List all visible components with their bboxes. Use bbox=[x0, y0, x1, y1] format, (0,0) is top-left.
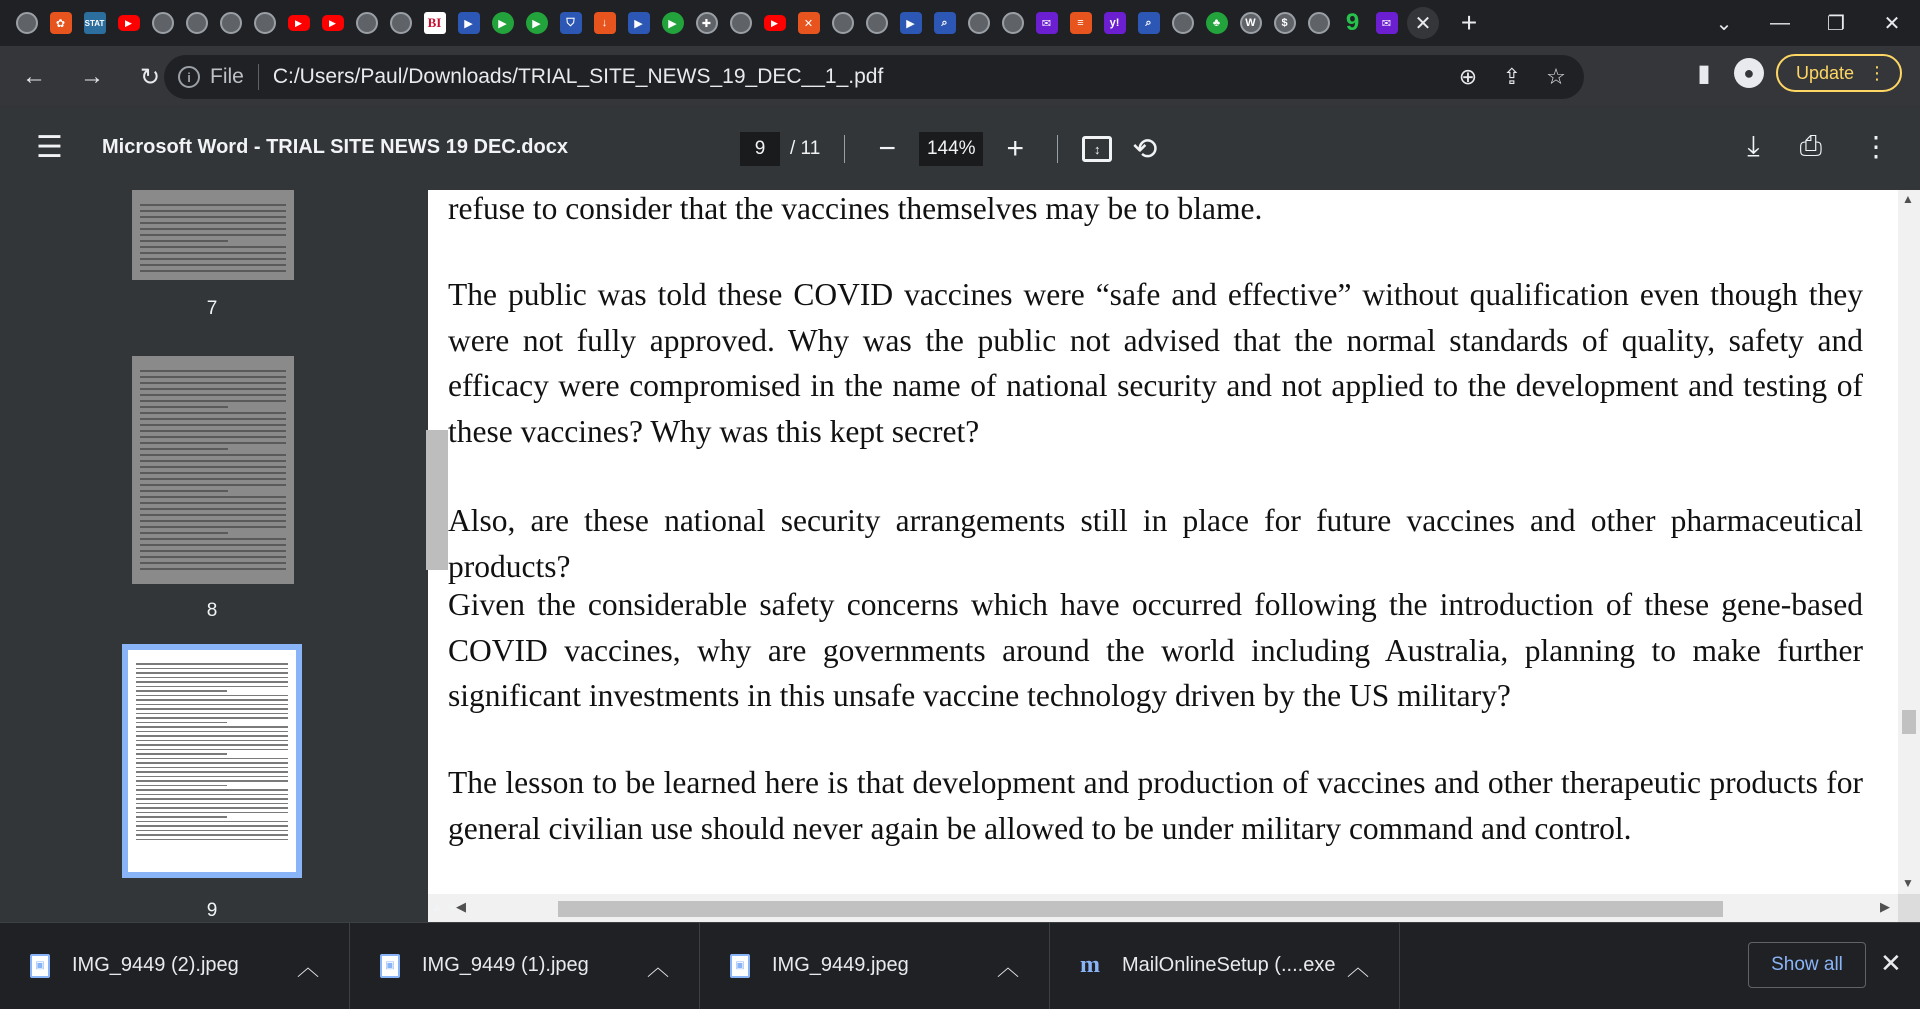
tab-strip bbox=[0, 0, 1920, 46]
forward-arrow-icon[interactable]: → bbox=[80, 63, 104, 90]
red-download-favicon[interactable] bbox=[590, 9, 619, 38]
thumbnail-text-line bbox=[140, 472, 286, 474]
stat-favicon[interactable] bbox=[80, 9, 109, 38]
profile-avatar-icon[interactable]: ● bbox=[1734, 58, 1764, 88]
green-play-icon: ▶ bbox=[662, 12, 684, 34]
search-icon: ⌕ bbox=[1138, 12, 1160, 34]
thumbnail-text-line bbox=[136, 735, 288, 737]
chevron-up-icon[interactable]: ︿ bbox=[996, 954, 1019, 980]
red-download-icon: ↓ bbox=[594, 12, 616, 34]
globe-favicon[interactable] bbox=[250, 9, 279, 38]
thumbnail-text-line bbox=[136, 713, 288, 715]
thumbnail-text-line bbox=[140, 556, 286, 558]
thumbnail-text-line bbox=[136, 780, 288, 782]
zoom-icon[interactable]: ⊕ bbox=[1458, 64, 1478, 89]
thumbnail-text-line bbox=[140, 418, 286, 420]
document-title: Microsoft Word - TRIAL SITE NEWS 19 DEC.docx bbox=[102, 136, 568, 158]
thumbnail-text-line bbox=[136, 834, 288, 836]
toolbar-right bbox=[1686, 54, 1902, 92]
paragraph: The lesson to be learned here is that development and production of vaccines and other therapeutic products for general civilian use should never again be allowed to be under military command and control. bbox=[448, 765, 1863, 846]
blue-play-favicon[interactable] bbox=[896, 9, 925, 38]
thumbnail-text-line bbox=[136, 731, 288, 733]
thumbnail-text-line bbox=[140, 448, 228, 450]
globe-favicon[interactable] bbox=[386, 9, 415, 38]
purple-mail-icon: ✉ bbox=[1036, 12, 1058, 34]
globe-icon bbox=[730, 12, 752, 34]
chevron-up-icon[interactable]: ︿ bbox=[646, 954, 669, 980]
thumbnail-text-line bbox=[136, 794, 288, 796]
purple-mail-icon: ✉ bbox=[1376, 12, 1398, 34]
thumbnail-text-line bbox=[136, 785, 227, 787]
page-thumbnail-7[interactable] bbox=[132, 190, 294, 280]
thumbnail-text-line bbox=[140, 210, 286, 212]
thumbnail-text-line bbox=[140, 538, 286, 540]
address-bar[interactable] bbox=[164, 55, 1584, 99]
download-item[interactable] bbox=[350, 923, 700, 1009]
thumbnail-text-line bbox=[140, 216, 286, 218]
tab-close-icon[interactable]: ✕ bbox=[1407, 7, 1439, 39]
address-bar-actions bbox=[1454, 55, 1570, 99]
youtube-icon: ▶ bbox=[764, 15, 786, 31]
thumbnail-text-line bbox=[136, 749, 288, 751]
pdf-page-zoom-controls bbox=[740, 128, 1157, 170]
thumbnail-text-line bbox=[140, 526, 286, 528]
thumbnail-text-line bbox=[136, 812, 288, 814]
share-icon[interactable]: ⇪ bbox=[1502, 64, 1522, 89]
page-thumbnail-9[interactable] bbox=[128, 650, 296, 872]
pdf-toolbar bbox=[0, 108, 1920, 190]
thumbnail-text-line bbox=[140, 568, 286, 570]
globe-icon bbox=[220, 12, 242, 34]
puzzle-icon: ✚ bbox=[696, 12, 718, 34]
thumbnail-text-line bbox=[140, 406, 228, 408]
page-thumbnail-8[interactable] bbox=[132, 356, 294, 584]
green-play-favicon[interactable] bbox=[488, 9, 517, 38]
thumbnail-text-line bbox=[136, 704, 288, 706]
blue-play-favicon[interactable] bbox=[454, 9, 483, 38]
thumbnail-text-line bbox=[140, 454, 286, 456]
url-scheme: File bbox=[210, 65, 244, 88]
vertical-scroll-thumb[interactable] bbox=[1902, 710, 1916, 734]
reload-icon[interactable]: ↻ bbox=[139, 63, 161, 91]
image-file-icon: ▣ bbox=[730, 954, 750, 978]
thumbnail-text-line bbox=[140, 240, 228, 242]
thumbnail-text-line bbox=[140, 514, 286, 516]
globe-favicon[interactable] bbox=[216, 9, 245, 38]
thumbnail-text-line bbox=[140, 234, 286, 236]
thumbnail-text-line bbox=[140, 412, 286, 414]
youtube-favicon[interactable] bbox=[318, 9, 347, 38]
shield-icon: ⛉ bbox=[560, 12, 582, 34]
pdf-page bbox=[428, 190, 1898, 894]
thumbnail-text-line bbox=[140, 520, 286, 522]
thumbnail-label: 7 bbox=[206, 298, 218, 319]
thumbnail-text-line bbox=[140, 508, 286, 510]
browser-toolbar bbox=[0, 46, 1920, 108]
thumbnail-text-line bbox=[140, 442, 286, 444]
g9-favicon[interactable] bbox=[1338, 9, 1367, 38]
vertical-scrollbar[interactable] bbox=[1898, 190, 1920, 894]
thumbnail-text-line bbox=[140, 204, 286, 206]
globe-favicon[interactable] bbox=[828, 9, 857, 38]
zoom-out-icon[interactable]: − bbox=[878, 132, 897, 165]
globe-icon bbox=[390, 12, 412, 34]
thumbnail-text-line bbox=[136, 699, 288, 701]
green-play-favicon[interactable] bbox=[522, 9, 551, 38]
scroll-up-arrow-icon[interactable]: ▲ bbox=[1902, 192, 1914, 206]
blue-play-favicon[interactable] bbox=[624, 9, 653, 38]
back-arrow-icon[interactable]: ← bbox=[22, 63, 46, 90]
thumbnail-text-line bbox=[136, 708, 288, 710]
thumbnail-text-line bbox=[136, 663, 288, 665]
thumbnail-text-line bbox=[140, 502, 286, 504]
thumbnail-text-line bbox=[140, 228, 286, 230]
toolbar-divider bbox=[1057, 135, 1058, 163]
youtube-icon: ▶ bbox=[118, 15, 140, 31]
globe-favicon[interactable] bbox=[352, 9, 381, 38]
globe-favicon[interactable] bbox=[182, 9, 211, 38]
thumbnail-text-line bbox=[136, 668, 288, 670]
download-item[interactable] bbox=[0, 923, 350, 1009]
search-favicon[interactable] bbox=[930, 9, 959, 38]
print-icon[interactable]: ⎙ bbox=[1799, 130, 1822, 161]
globe-favicon[interactable] bbox=[12, 9, 41, 38]
thumbnail-text-line bbox=[140, 370, 286, 372]
faded-favicon[interactable] bbox=[1270, 9, 1299, 38]
tree-favicon[interactable] bbox=[1202, 9, 1231, 38]
blue-play-icon: ▶ bbox=[900, 12, 922, 34]
puzzle-favicon[interactable] bbox=[692, 9, 721, 38]
thumbnail-text-line bbox=[136, 807, 288, 809]
sidebar-scroll-arrows-icon[interactable]: ▲ ◂ bbox=[430, 898, 455, 914]
green-play-icon: ▶ bbox=[526, 12, 548, 34]
tree-icon: ♣ bbox=[1206, 12, 1228, 34]
thumbnail-text-line bbox=[136, 776, 288, 778]
globe-favicon[interactable] bbox=[1168, 9, 1197, 38]
image-file-icon: ▣ bbox=[30, 954, 50, 978]
thumbnail-text-line bbox=[136, 758, 288, 760]
url-divider bbox=[258, 64, 259, 90]
thumbnail-text-line bbox=[140, 430, 286, 432]
close-shelf-icon[interactable]: ✕ bbox=[1880, 948, 1902, 978]
globe-icon bbox=[832, 12, 854, 34]
purple-mail-favicon[interactable] bbox=[1032, 9, 1061, 38]
thumbnail-text-line bbox=[136, 726, 288, 728]
globe-icon bbox=[968, 12, 990, 34]
blue-play-icon: ▶ bbox=[628, 12, 650, 34]
globe-icon bbox=[152, 12, 174, 34]
green-play-icon: ▶ bbox=[492, 12, 514, 34]
update-label: Update bbox=[1795, 62, 1854, 83]
bi-favicon[interactable] bbox=[420, 9, 449, 38]
page-total: / 11 bbox=[790, 138, 821, 159]
thumbnail-text-line bbox=[140, 382, 286, 384]
globe-favicon[interactable] bbox=[1304, 9, 1333, 38]
download-item[interactable] bbox=[700, 923, 1050, 1009]
horizontal-scroll-thumb[interactable] bbox=[558, 901, 1723, 917]
paragraph: The public was told these COVID vaccines were “safe and effective” without qualification even though they were not fully approved. Why was the public not advised that the normal standards of quality, safety and efficacy were compromised in the name of national security and not applied to the development and testing of these vaccines? Why was this kept secret? bbox=[448, 277, 1863, 449]
horizontal-scrollbar[interactable] bbox=[428, 894, 1898, 922]
page-number-input[interactable]: 9 bbox=[740, 132, 780, 166]
globe-icon bbox=[356, 12, 378, 34]
thumbnail-text-line bbox=[136, 816, 227, 818]
youtube-icon: ▶ bbox=[322, 15, 344, 31]
search-favicon[interactable] bbox=[1134, 9, 1163, 38]
thumbnail-text-line bbox=[136, 681, 288, 683]
restore-button[interactable]: ❐ bbox=[1827, 12, 1845, 35]
youtube-icon: ▶ bbox=[288, 15, 310, 31]
show-all-downloads-button[interactable]: Show all bbox=[1748, 942, 1866, 988]
info-icon[interactable]: i bbox=[178, 66, 200, 88]
scroll-down-arrow-icon[interactable]: ▼ bbox=[1902, 876, 1914, 890]
thumbnail-text-line bbox=[136, 753, 227, 755]
image-file-icon: ▣ bbox=[380, 954, 400, 978]
thumbnail-text-line bbox=[140, 484, 286, 486]
green-play-favicon[interactable] bbox=[658, 9, 687, 38]
flower-favicon[interactable] bbox=[46, 9, 75, 38]
thumbnail-text-line bbox=[136, 722, 227, 724]
scroll-left-arrow-icon[interactable]: ◀ bbox=[456, 899, 466, 914]
thumbnail-text-line bbox=[140, 460, 286, 462]
thumbnail-text-line bbox=[140, 258, 286, 260]
pdf-actions bbox=[1747, 130, 1890, 163]
red-x-favicon[interactable] bbox=[794, 9, 823, 38]
download-icon[interactable]: ⤓ bbox=[1747, 130, 1760, 161]
thumbnail-text-line bbox=[140, 252, 286, 254]
yahoo-favicon[interactable] bbox=[1100, 9, 1129, 38]
globe-icon bbox=[254, 12, 276, 34]
download-filename: IMG_9449 (2).jpeg bbox=[72, 954, 239, 976]
yahoo-icon: y! bbox=[1104, 12, 1126, 34]
faded-favicon[interactable] bbox=[1236, 9, 1265, 38]
thumbnail-text-line bbox=[136, 825, 288, 827]
stat-icon: STAT bbox=[84, 12, 106, 34]
thumbnail-label: 9 bbox=[206, 900, 218, 921]
globe-favicon[interactable] bbox=[148, 9, 177, 38]
youtube-favicon[interactable] bbox=[760, 9, 789, 38]
toolbar-divider bbox=[844, 135, 845, 163]
hamburger-menu-icon[interactable]: ☰ bbox=[36, 131, 63, 164]
thumbnail-text-line bbox=[136, 672, 288, 674]
youtube-favicon[interactable] bbox=[114, 9, 143, 38]
bookmark-icon: ≡ bbox=[1070, 12, 1092, 34]
thumbnail-text-line bbox=[136, 803, 288, 805]
download-item[interactable] bbox=[1050, 923, 1400, 1009]
zoom-in-icon[interactable]: + bbox=[1006, 132, 1025, 165]
paragraph: Also, are these national security arrangements still in place for future vaccines and other pharmaceutical products? bbox=[448, 503, 1863, 584]
thumbnail-text-line bbox=[136, 717, 288, 719]
globe-icon bbox=[866, 12, 888, 34]
more-options-icon[interactable]: ⋮ bbox=[1862, 131, 1890, 162]
thumbnail-text-line bbox=[140, 400, 286, 402]
globe-icon bbox=[1002, 12, 1024, 34]
url-text[interactable]: C:/Users/Paul/Downloads/TRIAL_SITE_NEWS_19_DEC__1_.pdf bbox=[272, 65, 884, 88]
download-filename: IMG_9449 (1).jpeg bbox=[422, 954, 589, 976]
thumbnail-text-line bbox=[136, 686, 288, 688]
paragraph: Given the considerable safety concerns which have occurred following the introduction of these gene-based COVID vaccines, why are governments around the world including Australia, planning to make further significant investments in this unsafe vaccine technology driven by the US military? bbox=[448, 587, 1863, 713]
faded-icon: W bbox=[1240, 12, 1262, 34]
thumbnail-text-line bbox=[140, 436, 286, 438]
scrollbar-corner bbox=[1898, 894, 1920, 922]
thumbnail-text-line bbox=[140, 376, 286, 378]
chevron-up-icon[interactable]: ︿ bbox=[296, 954, 319, 980]
thumbnail-text-line bbox=[136, 690, 227, 692]
download-filename: MailOnlineSetup (....exe bbox=[1122, 954, 1336, 976]
thumbnail-text-line bbox=[136, 744, 288, 746]
red-x-icon: ✕ bbox=[798, 12, 820, 34]
thumbnail-text-line bbox=[136, 839, 288, 841]
close-window-button[interactable]: ✕ bbox=[1883, 12, 1901, 35]
globe-favicon[interactable] bbox=[964, 9, 993, 38]
paragraph: refuse to consider that the vaccines themselves may be to blame. bbox=[448, 191, 1263, 226]
bookmark-favicon[interactable] bbox=[1066, 9, 1095, 38]
thumbnail-text-line bbox=[140, 394, 286, 396]
thumbnail-text-line bbox=[136, 762, 288, 764]
thumbnail-label: 8 bbox=[206, 600, 218, 621]
window-controls bbox=[1696, 0, 1920, 46]
update-button[interactable] bbox=[1776, 54, 1902, 92]
thumbnail-text-line bbox=[136, 767, 288, 769]
tab-search-chevron-icon[interactable]: ⌄ bbox=[1715, 12, 1733, 35]
search-icon: ⌕ bbox=[934, 12, 956, 34]
document-viewport[interactable] bbox=[428, 190, 1920, 922]
shield-favicon[interactable] bbox=[556, 9, 585, 38]
thumbnail-text-line bbox=[140, 270, 286, 272]
thumbnail-text-line bbox=[136, 740, 288, 742]
download-shelf bbox=[0, 922, 1920, 1008]
globe-icon bbox=[1308, 12, 1330, 34]
bi-icon: BI bbox=[424, 12, 446, 34]
thumbnail-text-line bbox=[140, 478, 286, 480]
thumbnail-text-line bbox=[136, 830, 288, 832]
flower-icon: ✿ bbox=[50, 12, 72, 34]
faded-icon: $ bbox=[1274, 12, 1296, 34]
globe-favicon[interactable] bbox=[726, 9, 755, 38]
side-panel-icon[interactable]: ▮ bbox=[1697, 59, 1711, 87]
thumbnail-text-line bbox=[140, 562, 286, 564]
download-filename: IMG_9449.jpeg bbox=[772, 954, 909, 976]
thumbnail-text-line bbox=[136, 821, 288, 823]
thumbnail-text-line bbox=[140, 388, 286, 390]
thumbnail-text-line bbox=[140, 222, 286, 224]
sidebar-scroll-thumb[interactable] bbox=[426, 430, 448, 570]
thumbnail-text-line bbox=[136, 695, 288, 697]
thumbnail-text-line bbox=[140, 490, 228, 492]
thumbnail-text-line bbox=[140, 264, 286, 266]
thumbnail-text-line bbox=[136, 771, 288, 773]
g9-icon: 9 bbox=[1345, 9, 1360, 36]
thumbnail-text-line bbox=[140, 466, 286, 468]
thumbnail-sidebar bbox=[0, 190, 428, 922]
thumbnail-text-line bbox=[140, 550, 286, 552]
purple-mail-favicon[interactable] bbox=[1372, 9, 1401, 38]
bookmark-star-icon[interactable]: ☆ bbox=[1546, 64, 1566, 89]
minimize-button[interactable]: — bbox=[1770, 11, 1790, 34]
youtube-favicon[interactable] bbox=[284, 9, 313, 38]
fit-to-page-icon[interactable]: ↕ bbox=[1082, 136, 1112, 162]
thumbnail-text-line bbox=[140, 424, 286, 426]
new-tab-button[interactable]: + bbox=[1460, 7, 1478, 38]
scroll-right-arrow-icon[interactable]: ▶ bbox=[1880, 899, 1890, 914]
thumbnail-text-line bbox=[140, 246, 286, 248]
mailonline-app-icon: m bbox=[1080, 952, 1100, 978]
globe-icon bbox=[16, 12, 38, 34]
kebab-menu-icon: ⋮ bbox=[1868, 62, 1886, 83]
globe-favicon[interactable] bbox=[998, 9, 1027, 38]
thumbnail-text-line bbox=[136, 798, 288, 800]
thumbnail-text-line bbox=[136, 789, 288, 791]
globe-icon bbox=[1172, 12, 1194, 34]
rotate-icon[interactable]: ⟲ bbox=[1132, 132, 1158, 166]
chevron-up-icon[interactable]: ︿ bbox=[1346, 954, 1369, 980]
tab-list bbox=[12, 9, 1401, 38]
thumbnail-text-line bbox=[140, 496, 286, 498]
globe-favicon[interactable] bbox=[862, 9, 891, 38]
globe-icon bbox=[186, 12, 208, 34]
zoom-level-input[interactable]: 144% bbox=[919, 132, 983, 166]
thumbnail-text-line bbox=[136, 677, 288, 679]
thumbnail-text-line bbox=[140, 532, 228, 534]
thumbnail-text-line bbox=[140, 544, 286, 546]
blue-play-icon: ▶ bbox=[458, 12, 480, 34]
